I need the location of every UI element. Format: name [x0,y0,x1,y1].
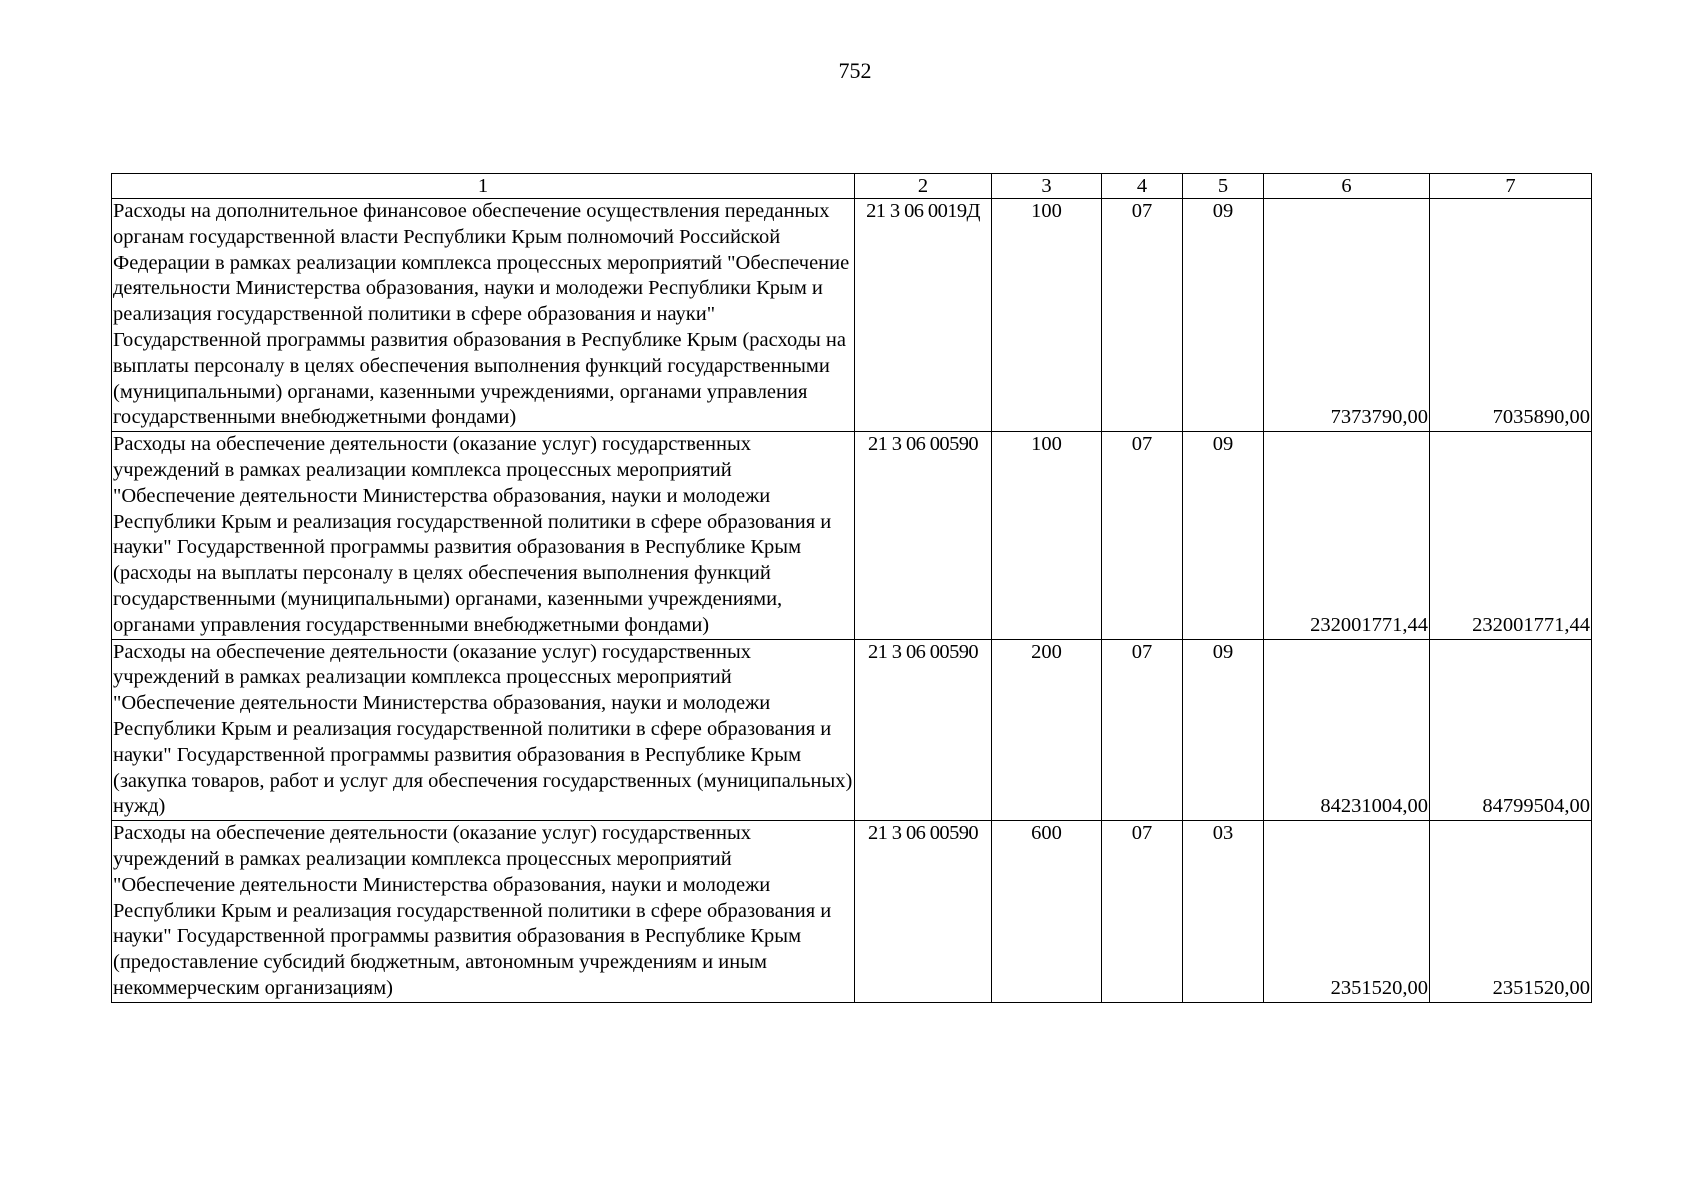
row-expense-type: 100 [992,432,1102,639]
row-section: 07 [1102,821,1183,1003]
row-description: Расходы на дополнительное финансовое обеспечение осуществления переданных органам государственной власти Республики Крым полномочий Российской Федерации в рамках реализации комплекса процессных мероприятий "Обеспечение деятельности Министерства образования, науки и молодежи Республики Крым и реализация государственной политики в сфере образования и науки" Государственной программы развития образования в Республике Крым (расходы на выплаты персоналу в целях обеспечения выполнения функций государственными (муниципальными) органами, казенными учреждениями, органами управления государственными внебюджетными фондами) [112,199,855,432]
row-target-code: 21 3 06 00590 [855,821,992,1003]
row-section: 07 [1102,639,1183,821]
row-description: Расходы на обеспечение деятельности (оказание услуг) государственных учреждений в рамках реализации комплекса процессных мероприятий "Обеспечение деятельности Министерства образования, науки и молодежи Республики Крым и реализация государственной политики в сфере образования и науки" Государственной программы развития образования в Республике Крым (закупка товаров, работ и услуг для обеспечения государственных (муниципальных) нужд) [112,639,855,821]
row-amount-1: 84231004,00 [1264,639,1430,821]
row-section: 07 [1102,199,1183,432]
row-target-code: 21 3 06 00590 [855,639,992,821]
row-amount-1: 2351520,00 [1264,821,1430,1003]
header-col-5: 5 [1183,174,1264,199]
row-subsection: 09 [1183,199,1264,432]
table-row [112,432,1592,639]
row-amount-2: 7035890,00 [1430,199,1592,432]
header-col-7: 7 [1430,174,1592,199]
budget-table [111,173,1592,1003]
header-col-3: 3 [992,174,1102,199]
header-col-2: 2 [855,174,992,199]
header-col-4: 4 [1102,174,1183,199]
row-expense-type: 200 [992,639,1102,821]
row-description: Расходы на обеспечение деятельности (оказание услуг) государственных учреждений в рамках реализации комплекса процессных мероприятий "Обеспечение деятельности Министерства образования, науки и молодежи Республики Крым и реализация государственной политики в сфере образования и науки" Государственной программы развития образования в Республике Крым (предоставление субсидий бюджетным, автономным учреждениям и иным некоммерческим организациям) [112,821,855,1003]
page-number: 752 [838,58,872,83]
row-target-code: 21 3 06 0019Д [855,199,992,432]
row-amount-2: 232001771,44 [1430,432,1592,639]
header-col-1: 1 [112,174,855,199]
row-subsection: 09 [1183,639,1264,821]
row-expense-type: 600 [992,821,1102,1003]
table-row [112,821,1592,1003]
table-row [112,639,1592,821]
row-amount-1: 7373790,00 [1264,199,1430,432]
row-description: Расходы на обеспечение деятельности (оказание услуг) государственных учреждений в рамках реализации комплекса процессных мероприятий "Обеспечение деятельности Министерства образования, науки и молодежи Республики Крым и реализация государственной политики в сфере образования и науки" Государственной программы развития образования в Республике Крым (расходы на выплаты персоналу в целях обеспечения выполнения функций государственными (муниципальными) органами, казенными учреждениями, органами управления государственными внебюджетными фондами) [112,432,855,639]
row-subsection: 09 [1183,432,1264,639]
row-amount-2: 2351520,00 [1430,821,1592,1003]
row-amount-2: 84799504,00 [1430,639,1592,821]
table-row [112,199,1592,432]
row-amount-1: 232001771,44 [1264,432,1430,639]
row-section: 07 [1102,432,1183,639]
row-target-code: 21 3 06 00590 [855,432,992,639]
row-expense-type: 100 [992,199,1102,432]
header-row [112,174,1592,199]
row-subsection: 03 [1183,821,1264,1003]
header-col-6: 6 [1264,174,1430,199]
